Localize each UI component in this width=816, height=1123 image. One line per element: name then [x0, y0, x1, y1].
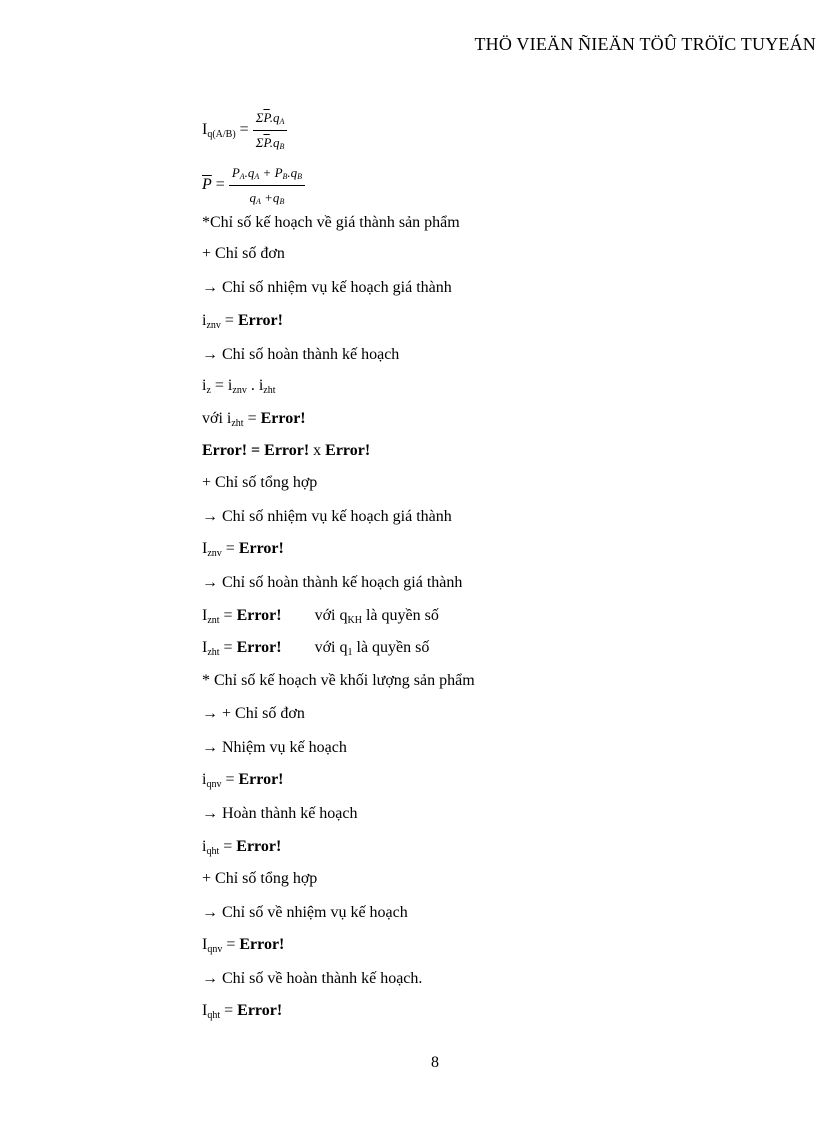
- subscript: znv: [207, 548, 222, 559]
- text-line: [202, 738, 347, 758]
- line-text: → Chỉ số về hoàn thành kế hoạch.: [202, 970, 423, 987]
- text-line: [202, 869, 317, 889]
- equals: =: [222, 936, 240, 953]
- formula-line: [202, 837, 281, 857]
- q-subscript: B: [279, 197, 285, 206]
- line-text: + Chỉ số tổng hợp: [202, 474, 318, 491]
- q-subscript: B: [297, 172, 303, 181]
- symbol: i: [202, 771, 207, 788]
- symbol: I: [202, 639, 208, 656]
- page-header: THÖ VIEÄN ÑIEÄN TÖÛ TRÖÏC TUYEÁN: [474, 34, 816, 54]
- weight-note: là quyền số: [352, 639, 430, 656]
- text-line: [202, 804, 358, 824]
- sigma-symbol: Σ: [255, 135, 264, 150]
- p-bar-symbol: $\overline{P}$: [263, 110, 270, 125]
- formula-pbar-label: $\overline{P}$: [202, 176, 212, 194]
- line-text: → Chỉ số hoàn thành kế hoạch: [202, 346, 400, 363]
- formula-iq: [202, 108, 287, 153]
- equals: =: [221, 540, 239, 557]
- error-text: Error!: [236, 607, 282, 624]
- formula-pbar-denominator: [247, 186, 288, 208]
- error-text: Error!: [202, 442, 248, 459]
- equals: =: [219, 639, 237, 656]
- line-text: → Chỉ số nhiệm vụ kế hoạch giá thành: [202, 508, 452, 525]
- q-subscript: A: [254, 172, 260, 181]
- text-line: [202, 473, 317, 493]
- subscript: qnv: [206, 779, 222, 790]
- formula-line: [202, 409, 306, 429]
- subscript: zht: [231, 418, 244, 429]
- text-line: [202, 704, 305, 724]
- line-text: → Chỉ số nhiệm vụ kế hoạch giá thành: [202, 279, 452, 296]
- line-text: → Nhiệm vụ kế hoạch: [202, 739, 347, 756]
- weight-note: với q: [314, 639, 348, 656]
- text-line: [202, 213, 460, 233]
- formula-pbar: [202, 163, 305, 208]
- formula-line: [202, 638, 429, 658]
- formula-line: [202, 441, 370, 461]
- subscript: zht: [263, 385, 276, 396]
- symbol: I: [202, 607, 208, 624]
- line-text: → + Chỉ số đơn: [202, 705, 305, 722]
- error-text: Error!: [260, 410, 306, 427]
- p-bar-symbol: $\overline{P}$: [263, 135, 270, 150]
- line-text: + Chỉ số tổng hợp: [202, 870, 318, 887]
- q-subscript: B: [279, 142, 285, 151]
- symbol: i: [202, 312, 207, 329]
- text-line: [202, 573, 462, 593]
- times-sign: x: [309, 442, 326, 459]
- q-subscript: A: [279, 117, 285, 126]
- formula-pbar-fraction: [229, 163, 305, 208]
- line-text: * Chỉ số kế hoạch về khối lượng sản phẩm: [202, 672, 475, 689]
- line-text: + Chỉ số đơn: [202, 245, 285, 262]
- error-text: Error!: [325, 442, 371, 459]
- formula-line: [202, 539, 284, 559]
- symbol: i: [202, 377, 207, 394]
- formula-iq-fraction: [253, 108, 288, 153]
- symbol: I: [202, 540, 208, 557]
- line-text: → Chỉ số về nhiệm vụ kế hoạch: [202, 904, 408, 921]
- p-symbol: P: [231, 165, 240, 180]
- subscript: znv: [206, 320, 221, 331]
- line-text: → Hoàn thành kế hoạch: [202, 805, 358, 822]
- equals: =: [219, 607, 237, 624]
- q-symbol: +q: [260, 190, 280, 205]
- error-text: Error!: [236, 838, 282, 855]
- error-text: Error!: [236, 639, 282, 656]
- equals: = i: [210, 377, 233, 394]
- formula-pbar-numerator: [229, 163, 305, 186]
- formula-iq-numerator: [253, 108, 288, 131]
- formula-line: [202, 376, 276, 396]
- symbol: với i: [202, 410, 232, 427]
- subscript: z: [206, 385, 211, 396]
- page-number: 8: [431, 1054, 439, 1071]
- text-line: [202, 244, 285, 264]
- equals: =: [247, 442, 265, 459]
- symbol: i: [202, 838, 207, 855]
- q-symbol: .q: [269, 135, 280, 150]
- subscript: znv: [232, 385, 247, 396]
- formula-iq-denominator: [253, 131, 288, 153]
- equals: =: [221, 771, 239, 788]
- q-subscript: A: [256, 197, 261, 206]
- line-text: *Chỉ số kế hoạch về giá thành sản phẩm: [202, 214, 460, 231]
- subscript: zht: [207, 647, 220, 658]
- equals: =: [220, 1002, 238, 1019]
- subscript: qht: [206, 846, 220, 857]
- q-symbol: .q: [244, 165, 255, 180]
- p-symbol: + P: [259, 165, 283, 180]
- formula-line: [202, 935, 284, 955]
- p-subscript: A: [239, 172, 245, 181]
- error-text: Error!: [239, 936, 285, 953]
- text-line: [202, 278, 452, 298]
- sigma-symbol: Σ: [255, 110, 264, 125]
- subscript: KH: [347, 615, 362, 626]
- symbol: I: [202, 1002, 208, 1019]
- equals: =: [220, 312, 238, 329]
- weight-note: là quyền số: [361, 607, 439, 624]
- formula-line: [202, 770, 284, 790]
- subscript: znt: [207, 615, 220, 626]
- error-text: Error!: [238, 540, 284, 557]
- line-text: → Chỉ số hoàn thành kế hoạch giá thành: [202, 574, 463, 591]
- formula-iq-sub: q(A/B): [207, 129, 236, 141]
- formula-iq-label: I: [202, 121, 208, 139]
- equals: =: [243, 410, 261, 427]
- text-line: [202, 345, 399, 365]
- text-line: [202, 969, 422, 989]
- formula-line: [202, 311, 283, 331]
- formula-iq-eq: =: [239, 121, 249, 139]
- error-text: Error!: [264, 442, 310, 459]
- text-line: [202, 507, 452, 527]
- dot-product: . i: [246, 377, 264, 394]
- subscript: qht: [207, 1010, 221, 1021]
- error-text: Error!: [237, 312, 283, 329]
- subscript: qnv: [207, 944, 223, 955]
- q-symbol: .q: [287, 165, 298, 180]
- text-line: [202, 671, 475, 691]
- text-line: [202, 903, 408, 923]
- error-text: Error!: [238, 771, 284, 788]
- formula-line: [202, 606, 439, 626]
- q-symbol: .q: [269, 110, 280, 125]
- subscript: 1: [347, 647, 353, 658]
- weight-note: với q: [314, 607, 348, 624]
- symbol: I: [202, 936, 208, 953]
- q-symbol: q: [249, 190, 257, 205]
- formula-line: [202, 1001, 282, 1021]
- equals: =: [219, 838, 237, 855]
- error-text: Error!: [237, 1002, 283, 1019]
- formula-pbar-eq: =: [215, 176, 225, 194]
- p-subscript: B: [282, 172, 288, 181]
